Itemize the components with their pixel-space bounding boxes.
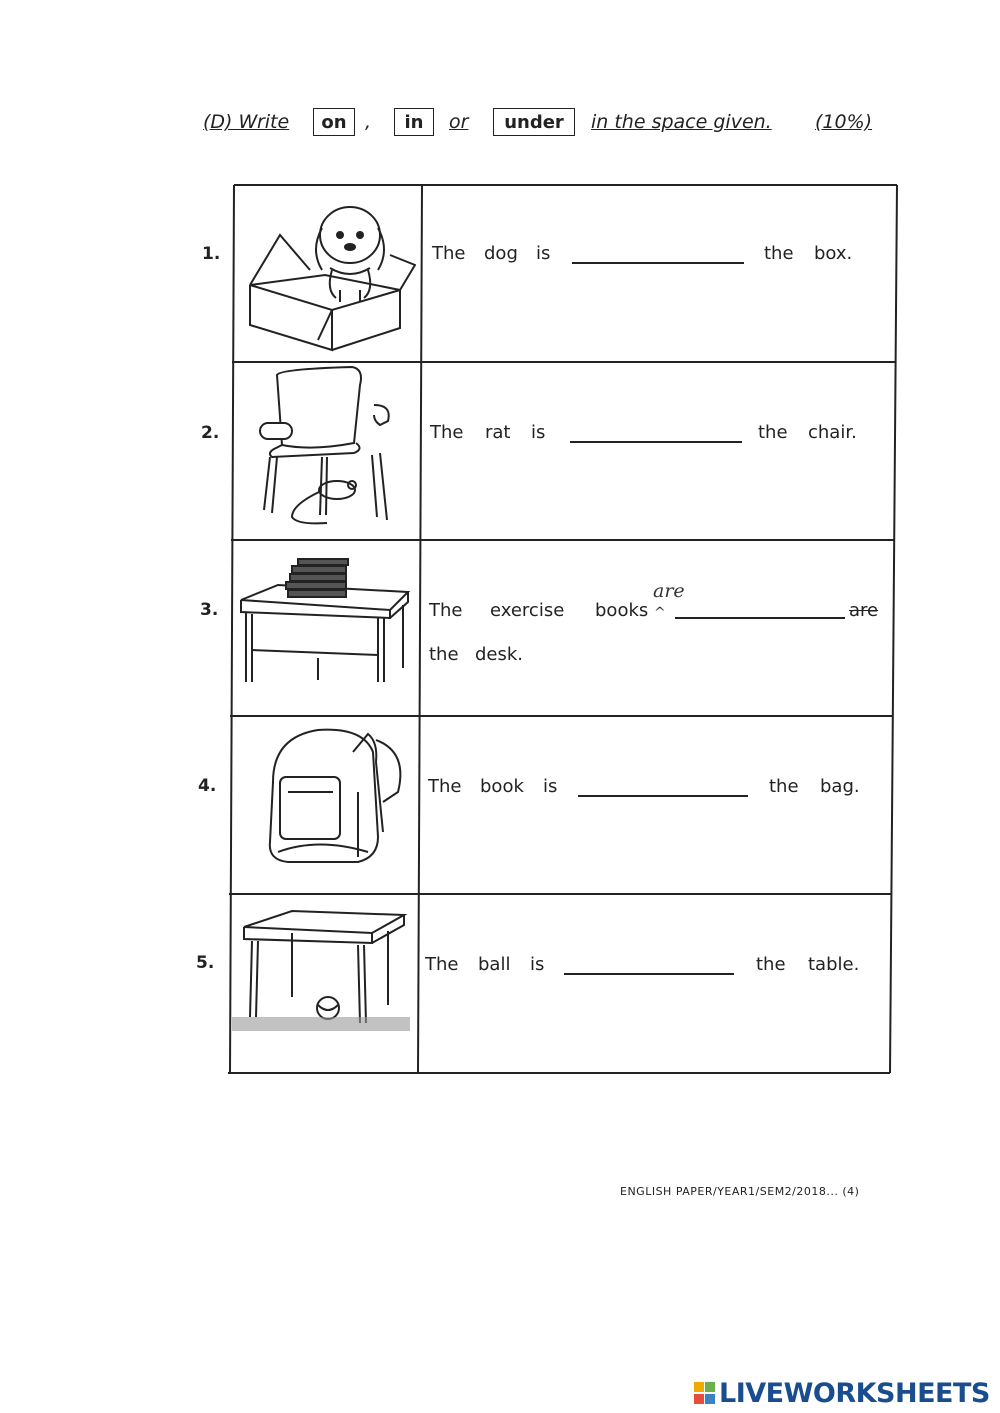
sentence-row [430, 422, 870, 446]
instruction-marks: (10%) [815, 111, 873, 133]
ball-under-table-illustration [232, 905, 412, 1035]
sentence-word: the [429, 644, 459, 665]
sentence-word: The [425, 954, 459, 975]
instruction-suffix: in the space given. [591, 111, 772, 133]
sentence-word-struck: are [849, 600, 879, 621]
sentence-word: The [428, 776, 462, 797]
sentence-row [425, 954, 865, 978]
sentence-word: the [758, 422, 788, 443]
instruction-prefix: (D) Write [203, 111, 290, 133]
book-in-bag-illustration [258, 722, 408, 872]
sentence-word: the [756, 954, 786, 975]
sentence-word: rat [485, 422, 511, 443]
page-footer: ENGLISH PAPER/YEAR1/SEM2/2018... (4) [620, 1185, 860, 1198]
dog-in-box-illustration [240, 190, 416, 355]
word-box-in: in [394, 108, 434, 136]
sentence-word: ball [478, 954, 511, 975]
sentence-word: is [543, 776, 558, 797]
sentence-word: desk. [475, 644, 524, 665]
answer-blank[interactable] [570, 441, 742, 443]
word-box-on: on [313, 108, 355, 136]
sentence-word: bag. [820, 776, 860, 797]
question-number: 1. [202, 244, 221, 264]
instruction-comma: , [365, 111, 372, 133]
rat-under-chair-illustration [252, 365, 402, 535]
sentence-word: the [764, 243, 794, 264]
sentence-word: The [430, 422, 464, 443]
sentence-word: the [769, 776, 799, 797]
question-number: 3. [200, 600, 219, 620]
brand-logo [694, 1376, 990, 1410]
answer-blank[interactable] [675, 617, 845, 619]
handwritten-caret: ^ [654, 605, 666, 621]
sentence-row [432, 243, 872, 267]
books-on-desk-illustration [238, 550, 413, 685]
sentence-word: is [530, 954, 545, 975]
sentence-word: is [531, 422, 546, 443]
sentence-word: books [595, 600, 649, 621]
brand-name: LIVEWORKSHEETS [719, 1377, 990, 1409]
question-number: 4. [198, 776, 217, 796]
sentence-word: chair. [808, 422, 857, 443]
sentence-word: The [429, 600, 463, 621]
answer-blank[interactable] [578, 795, 748, 797]
handwritten-correction: are [653, 580, 685, 602]
sentence-word: is [536, 243, 551, 264]
sentence-word: The [432, 243, 466, 264]
sentence-word: exercise [490, 600, 565, 621]
sentence-word: book [480, 776, 524, 797]
word-box-under: under [493, 108, 575, 136]
question-number: 5. [196, 953, 215, 973]
answer-blank[interactable] [564, 973, 734, 975]
sentence-row [428, 776, 868, 800]
sentence-word: dog [484, 243, 518, 264]
question-number: 2. [201, 423, 220, 443]
answer-blank[interactable] [572, 262, 744, 264]
sentence-word: box. [814, 243, 853, 264]
liveworksheets-icon [694, 1380, 716, 1406]
instruction-or: or [449, 111, 469, 133]
sentence-word: table. [808, 954, 860, 975]
